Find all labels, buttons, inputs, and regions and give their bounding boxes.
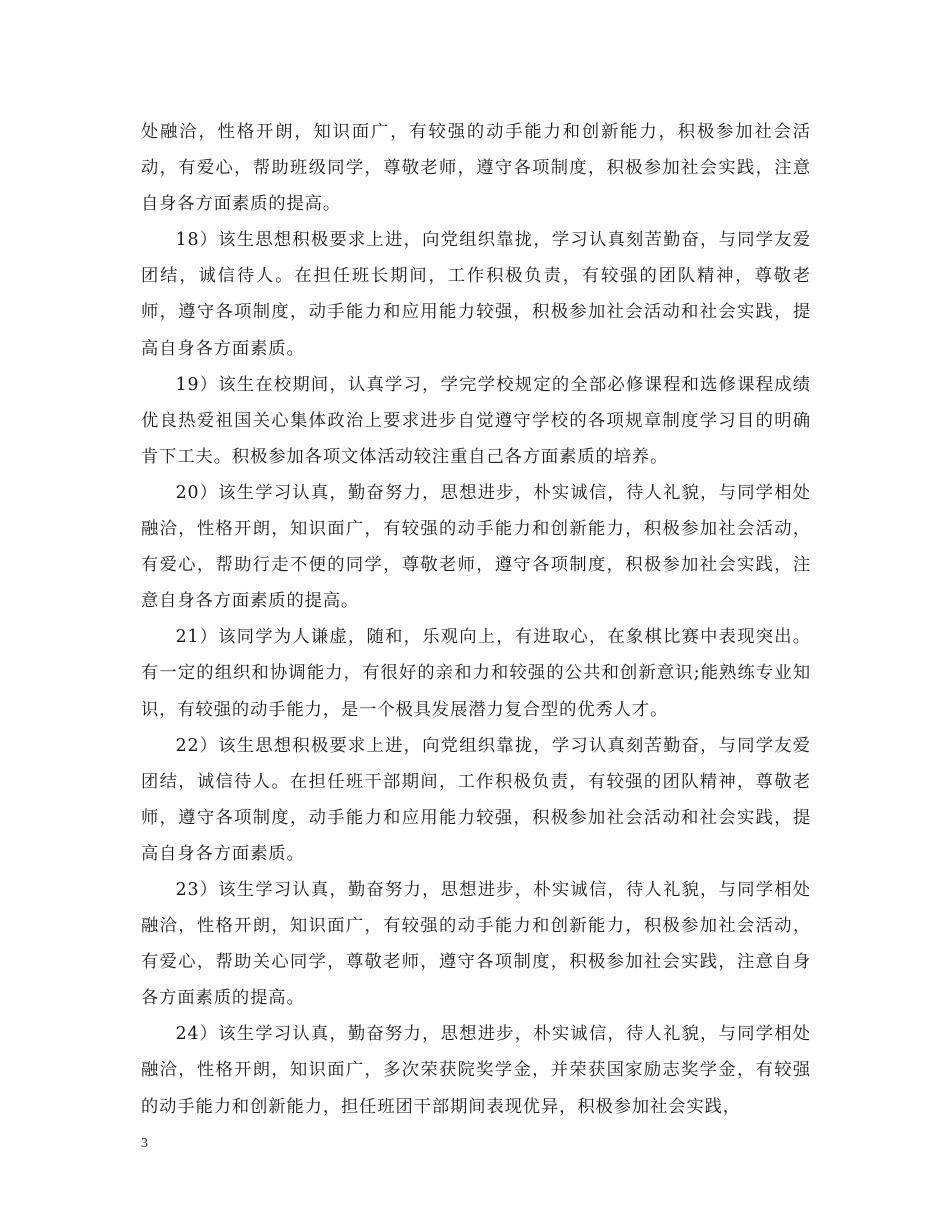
paragraph-18: 18）该生思想积极要求上进，向党组织靠拢，学习认真刻苦勤奋，与同学友爱团结，诚信待人。在担任班长期间，工作积极负责，有较强的团队精神，尊敬老师，遵守各项制度，动手能力和应用能力较强，积极参加社会活动和社会实践，提高自身各方面素质。 bbox=[141, 230, 811, 359]
paragraph-19: 19）该生在校期间，认真学习，学完学校规定的全部必修课程和选修课程成绩优良热爱祖国关心集体政治上要求进步自觉遵守学校的各项规章制度学习目的明确肯下工夫。积极参加各项文体活动较注重自己各方面素质的培养。 bbox=[141, 374, 811, 467]
paragraph-23: 23）该生学习认真，勤奋努力，思想进步，朴实诚信，待人礼貌，与同学相处融洽，性格开朗，知识面广，有较强的动手能力和创新能力，积极参加社会活动，有爱心，帮助关心同学，尊敬老师，遵守各项制度，积极参加社会实践，注意自身各方面素质的提高。 bbox=[141, 879, 811, 1009]
paragraph-20: 20）该生学习认真，勤奋努力，思想进步，朴实诚信，待人礼貌，与同学相处融洽，性格开朗，知识面广，有较强的动手能力和创新能力，积极参加社会活动，有爱心，帮助行走不便的同学，尊敬老师，遵守各项制度，积极参加社会实践，注意自身各方面素质的提高。 bbox=[141, 482, 811, 612]
paragraph-continued: 处融洽，性格开朗，知识面广，有较强的动手能力和创新能力，积极参加社会活动，有爱心，帮助班级同学，尊敬老师，遵守各项制度，积极参加社会实践，注意自身各方面素质的提高。 bbox=[141, 122, 811, 215]
page-number: 3 bbox=[141, 1136, 148, 1151]
paragraph-22: 22）该生思想积极要求上进，向党组织靠拢，学习认真刻苦勤奋，与同学友爱团结，诚信待人。在担任班干部期间，工作积极负责，有较强的团队精神，尊敬老师，遵守各项制度，动手能力和应用能力较强，积极参加社会活动和社会实践，提高自身各方面素质。 bbox=[141, 735, 811, 864]
document-body bbox=[141, 114, 811, 1125]
paragraph-21: 21）该同学为人谦虚，随和，乐观向上，有进取心，在象棋比赛中表现突出。有一定的组织和协调能力，有很好的亲和力和较强的公共和创新意识;能熟练专业知识，有较强的动手能力，是一个极具发展潜力复合型的优秀人才。 bbox=[141, 627, 811, 720]
paragraph-24: 24）该生学习认真，勤奋努力，思想进步，朴实诚信，待人礼貌，与同学相处融洽，性格开朗，知识面广，多次荣获院奖学金，并荣获国家励志奖学金，有较强的动手能力和创新能力，担任班团干部期间表现优异，积极参加社会实践， bbox=[141, 1024, 811, 1117]
